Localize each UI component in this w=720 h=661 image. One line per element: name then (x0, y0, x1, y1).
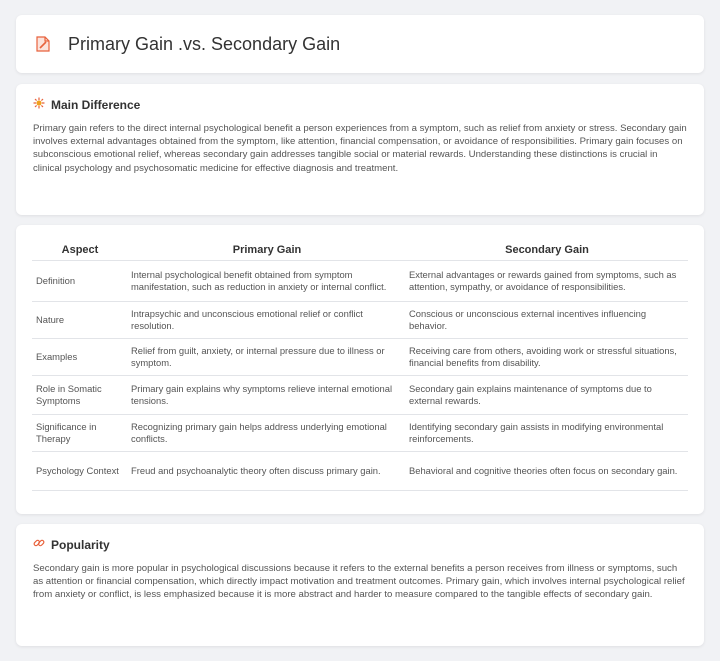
table-row (32, 376, 688, 415)
secondary-gain-cell: Receiving care from others, avoiding work or stressful situations, financial benefits from disability. (406, 339, 688, 376)
secondary-gain-cell: External advantages or rewards gained from symptoms, such as attention, sympathy, or avoidance of responsibilities. (406, 261, 688, 302)
primary-gain-cell: Freud and psychoanalytic theory often discuss primary gain. (128, 452, 406, 491)
secondary-gain-cell: Secondary gain explains maintenance of symptoms due to external rewards. (406, 376, 688, 415)
secondary-gain-cell: Identifying secondary gain assists in modifying environmental reinforcements. (406, 415, 688, 452)
popularity-card (16, 524, 704, 646)
header-card (16, 15, 704, 73)
primary-gain-cell: Internal psychological benefit obtained from symptom manifestation, such as reduction in anxiety or internal conflict. (128, 261, 406, 302)
aspect-cell: Definition (32, 261, 128, 302)
link-icon (33, 536, 45, 554)
table-row (32, 261, 688, 302)
table-row (32, 415, 688, 452)
aspect-cell: Nature (32, 302, 128, 339)
secondary-gain-cell: Behavioral and cognitive theories often focus on secondary gain. (406, 452, 688, 491)
aspect-cell: Examples (32, 339, 128, 376)
primary-gain-cell: Relief from guilt, anxiety, or internal pressure due to illness or symptom. (128, 339, 406, 376)
sparkle-icon (33, 96, 45, 114)
column-header-secondary-gain: Secondary Gain (406, 240, 688, 261)
aspect-cell: Significance in Therapy (32, 415, 128, 452)
table-row (32, 339, 688, 376)
main-difference-text: Primary gain refers to the direct internal psychological benefit a person experiences from a symptom, such as relief from anxiety or stress. Secondary gain involves external advantages obtained from the symptom, like attention, financial compensation, or avoidance of responsibilities. Primary gain focuses on subconscious emotional relief, whereas secondary gain addresses tangible social or material rewards. Understanding these distinctions is crucial in clinical psychology and psychosomatic medicine for effective diagnosis and treatment. (33, 123, 687, 174)
table-row (32, 452, 688, 491)
comparison-table (32, 240, 688, 491)
column-header-primary-gain: Primary Gain (128, 240, 406, 261)
table-header-row (32, 240, 688, 261)
primary-gain-cell: Primary gain explains why symptoms relieve internal emotional tensions. (128, 376, 406, 415)
title-row (16, 15, 704, 73)
table-row (32, 302, 688, 339)
aspect-cell: Role in Somatic Symptoms (32, 376, 128, 415)
secondary-gain-cell: Conscious or unconscious external incentives influencing behavior. (406, 302, 688, 339)
aspect-cell: Psychology Context (32, 452, 128, 491)
column-header-aspect: Aspect (32, 240, 128, 261)
document-icon (36, 36, 50, 52)
main-difference-card (16, 84, 704, 215)
popularity-text: Secondary gain is more popular in psychological discussions because it refers to the external benefits a person receives from illness or symptoms, such as attention or financial compensation, which directly impact motivation and treatment outcomes. Primary gain, which involves internal psychological relief from anxiety or conflict, is less emphasized because it is more abstract and harder to measure compared to the tangible effects of secondary gain. (33, 563, 685, 601)
main-difference-heading-row (16, 84, 704, 112)
primary-gain-cell: Recognizing primary gain helps address underlying emotional conflicts. (128, 415, 406, 452)
page-title: Primary Gain .vs. Secondary Gain (68, 33, 341, 54)
popularity-heading: Popularity (51, 538, 110, 552)
popularity-heading-row (16, 524, 704, 552)
primary-gain-cell: Intrapsychic and unconscious emotional relief or conflict resolution. (128, 302, 406, 339)
main-difference-heading: Main Difference (51, 98, 141, 112)
comparison-table-card (16, 225, 704, 514)
